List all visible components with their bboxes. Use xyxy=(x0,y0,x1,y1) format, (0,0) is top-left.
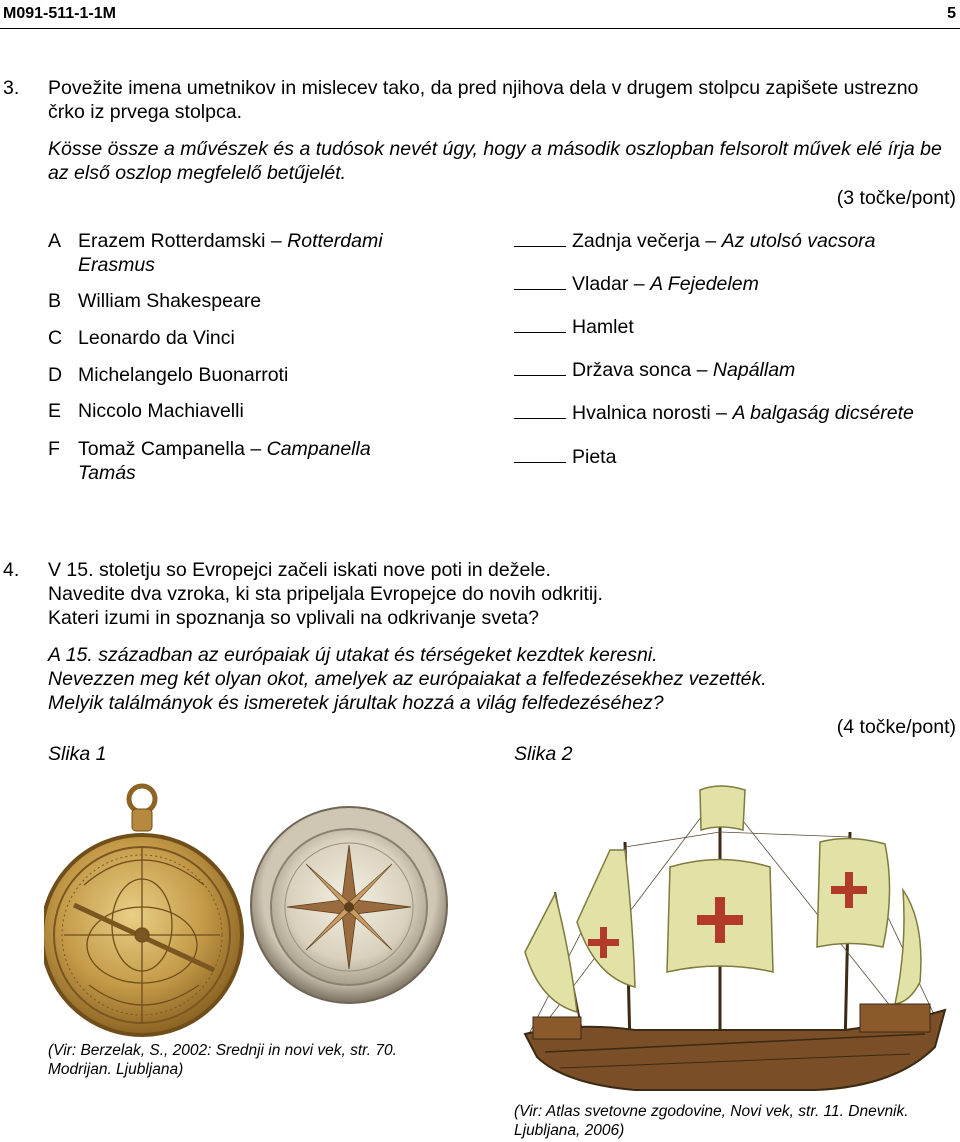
q4-line2-sl: Navedite dva vzroka, ki sta pripeljala Evropejce do novih odkritij. xyxy=(48,583,603,605)
item-name: Hamlet xyxy=(572,316,634,338)
astrolabe-compass-image xyxy=(44,775,464,1040)
item-name: Leonardo da Vinci xyxy=(78,327,235,349)
item-name: William Shakespeare xyxy=(78,290,262,312)
answer-blank[interactable] xyxy=(514,402,566,419)
q4-number: 4. xyxy=(3,559,20,581)
figure1-source-line1: (Vir: Berzelak, S., 2002: Srednji in novi vek, str. 70. xyxy=(48,1042,397,1059)
item-name: Vladar xyxy=(572,273,629,295)
item-alt: A Fejedelem xyxy=(650,273,759,295)
figure2-source-line2: Ljubljana, 2006) xyxy=(514,1122,625,1139)
item-alt: Campanella Tamás xyxy=(78,438,371,484)
item-letter: F xyxy=(48,438,60,460)
q3-number: 3. xyxy=(3,77,20,99)
q4-points: (4 točke/pont) xyxy=(836,716,956,738)
figure2-label: Slika 2 xyxy=(514,743,573,765)
q3-right-item-2 xyxy=(514,272,759,296)
item-name: Zadnja večerja xyxy=(572,230,700,252)
item-letter: E xyxy=(48,400,62,422)
item-name: Tomaž Campanella xyxy=(78,438,245,460)
item-letter: D xyxy=(48,364,63,386)
item-name: Pieta xyxy=(572,446,617,468)
item-name: Niccolo Machiavelli xyxy=(78,400,244,422)
caravel-ship-image xyxy=(515,772,955,1097)
item-name: Država sonca xyxy=(572,359,692,381)
item-name: Hvalnica norosti xyxy=(572,402,711,424)
item-letter: C xyxy=(48,327,63,349)
exam-code: M091-511-1-1M xyxy=(3,5,116,22)
item-alt: Rotterdami Erasmus xyxy=(78,230,383,276)
figure2-source-line1: (Vir: Atlas svetovne zgodovine, Novi vek, str. 11. Dnevnik. xyxy=(514,1103,909,1120)
answer-blank[interactable] xyxy=(514,446,566,463)
q3-text-sl: Povežite imena umetnikov in mislecev tako, da pred njihova dela v drugem stolpcu zapišete ustrezno črko iz prvega stolpca. xyxy=(48,77,919,123)
item-dash: – xyxy=(633,273,645,295)
page-number: 5 xyxy=(947,5,956,22)
q3-right-item-5 xyxy=(514,401,914,425)
header-rule xyxy=(0,28,960,29)
figure1-label: Slika 1 xyxy=(48,743,107,765)
item-dash: – xyxy=(705,230,717,252)
answer-blank[interactable] xyxy=(514,359,566,376)
item-letter: A xyxy=(48,230,62,252)
q3-right-item-3 xyxy=(514,315,634,339)
q3-points: (3 točke/pont) xyxy=(836,187,956,209)
item-dash: – xyxy=(250,438,262,460)
item-dash: – xyxy=(696,359,708,381)
q3-right-item-6 xyxy=(514,445,616,469)
q4-line1-hu: A 15. században az európaiak új utakat és térségeket kezdtek keresni. xyxy=(48,644,658,666)
q3-right-item-1 xyxy=(514,229,876,253)
q3-text-hu: Kösse össze a művészek és a tudósok nevét úgy, hogy a második oszlopban felsorolt művek elé írja be az első oszlop megfelelő betűjelét. xyxy=(48,138,942,184)
item-letter: B xyxy=(48,290,62,312)
q4-line1-sl: V 15. stoletju so Evropejci začeli iskati nove poti in dežele. xyxy=(48,559,551,581)
item-alt: Napállam xyxy=(712,359,796,381)
q4-line3-hu: Melyik találmányok és ismeretek járultak hozzá a világ felfedezéséhez? xyxy=(48,692,664,714)
item-dash: – xyxy=(270,230,282,252)
item-alt: A balgaság dicsérete xyxy=(732,402,914,424)
item-dash: – xyxy=(716,402,728,424)
answer-blank[interactable] xyxy=(514,316,566,333)
item-alt: Az utolsó vacsora xyxy=(721,230,876,252)
answer-blank[interactable] xyxy=(514,230,566,247)
figure1-source-line2: Modrijan. Ljubljana) xyxy=(48,1061,184,1078)
item-name: Michelangelo Buonarroti xyxy=(78,364,289,386)
q4-line3-sl: Kateri izumi in spoznanja so vplivali na odkrivanje sveta? xyxy=(48,607,540,629)
answer-blank[interactable] xyxy=(514,273,566,290)
q3-right-item-4 xyxy=(514,358,795,382)
q4-line2-hu: Nevezzen meg két olyan okot, amelyek az európaiakat a felfedezésekhez vezették. xyxy=(48,668,767,690)
item-name: Erazem Rotterdamski xyxy=(78,230,266,252)
